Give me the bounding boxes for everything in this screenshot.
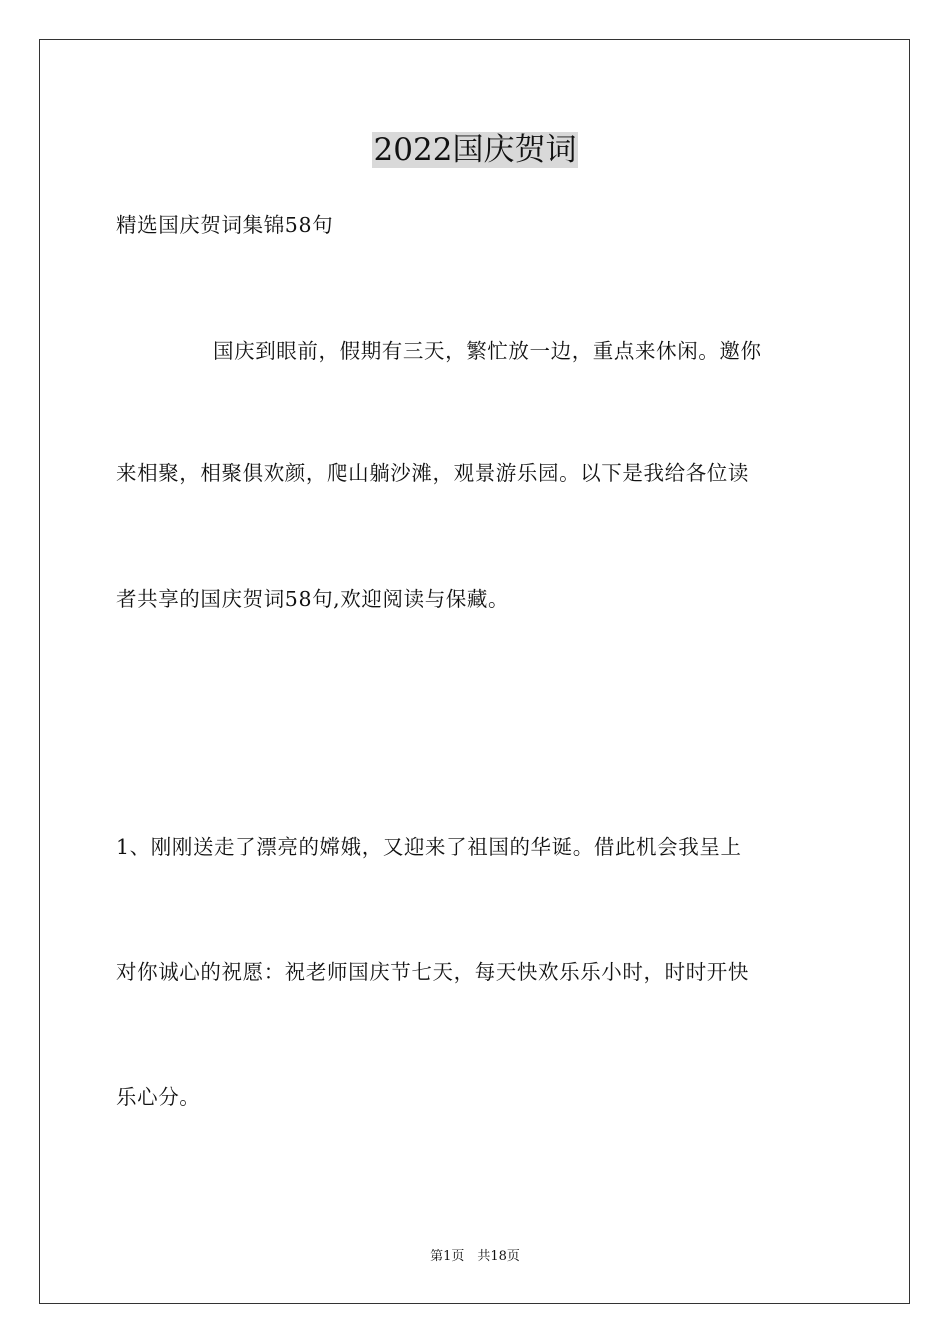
page-footer: 第1页 共18页 [430, 1249, 520, 1264]
item1-line-2: 对你诚心的祝愿：祝老师国庆节七天，每天快欢乐乐小时，时时开快 [116, 960, 749, 984]
intro-line-3: 者共享的国庆贺词58句,欢迎阅读与保藏。 [116, 587, 510, 611]
document-title [0, 128, 950, 172]
intro-line-2: 来相聚，相聚俱欢颜，爬山躺沙滩，观景游乐园。以下是我给各位读 [116, 461, 749, 485]
item1-line-1: 1、刚刚送走了漂亮的嫦娥，又迎来了祖国的华诞。借此机会我呈上 [116, 835, 742, 859]
intro-line-1: 国庆到眼前，假期有三天，繁忙放一边，重点来休闲。邀你 [213, 339, 762, 363]
document-title-text: 2022国庆贺词 [373, 132, 577, 168]
item1-line-3: 乐心分。 [116, 1085, 201, 1109]
subtitle: 精选国庆贺词集锦58句 [116, 213, 334, 237]
